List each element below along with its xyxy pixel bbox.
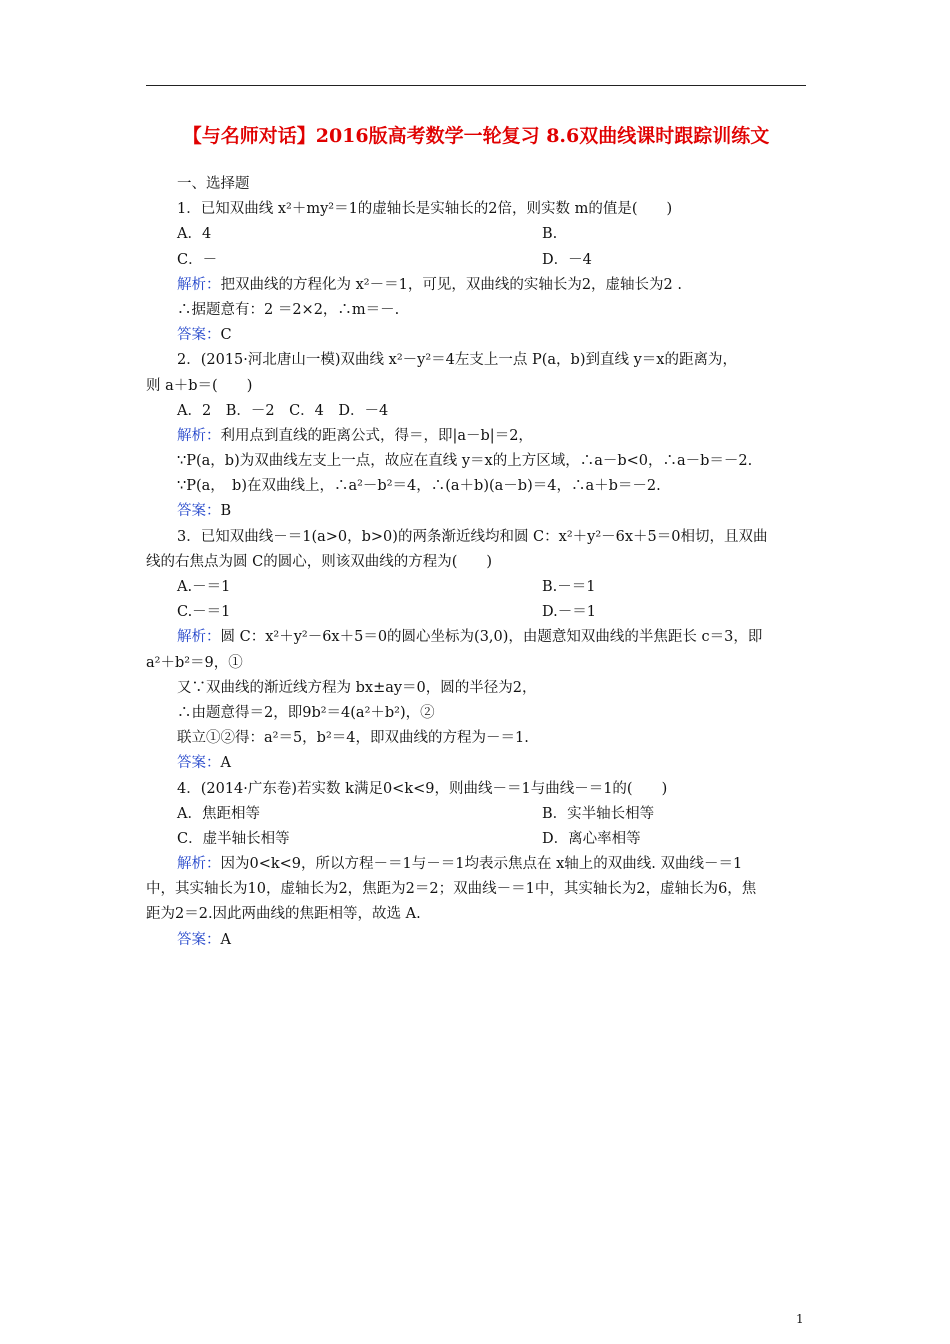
- text-line: 中，其实轴长为10，虚轴长为2，焦距为2＝2；双曲线－＝1中，其实轴长为2，虚轴长为6，焦: [146, 881, 757, 898]
- text-line: 一、选择题: [177, 176, 250, 192]
- option-item: A.－＝1: [177, 579, 231, 595]
- answer-label: 答案：: [177, 755, 221, 772]
- page-number: 1: [796, 1312, 804, 1326]
- option-row: [146, 802, 806, 827]
- text-line: ∴由题意得＝2，即9b²＝4(a²＋b²)，②: [177, 704, 435, 721]
- option-row: [146, 600, 806, 625]
- text-line: 2．(2015·河北唐山一模)双曲线 x²－y²＝4左支上一点 P(a，b)到直线 y＝x的距离为，: [177, 352, 737, 369]
- labeled-line: [146, 273, 806, 298]
- line-text: B: [220, 503, 232, 520]
- option-row: [146, 827, 806, 852]
- option-item: C．－: [177, 251, 218, 268]
- line-text: 把双曲线的方程化为 x²－＝1，可见，双曲线的实轴长为2，虚轴长为2 .: [220, 276, 682, 293]
- line-text: 利用点到直线的距离公式，得＝，即|a－b|＝2，: [220, 427, 533, 444]
- labeled-line: [146, 625, 806, 650]
- labeled-line: [146, 323, 806, 348]
- option-item: C.－＝1: [177, 604, 231, 621]
- labeled-line: [146, 852, 806, 877]
- labeled-line: [146, 499, 806, 524]
- text-line: 3．已知双曲线－＝1(a>0，b>0)的两条渐近线均和圆 C：x²＋y²－6x＋5＝0相切，且双曲: [177, 528, 768, 545]
- line-text: C: [220, 327, 232, 344]
- text-line: 联立①②得：a²＝5，b²＝4，即双曲线的方程为－＝1.: [177, 730, 529, 747]
- answer-label: 答案：: [177, 931, 221, 948]
- answer-label: 解析：: [177, 629, 221, 646]
- answer-label: 答案：: [177, 503, 221, 520]
- answer-label: 解析：: [177, 427, 221, 444]
- text-line: 又∵双曲线的渐近线方程为 bx±ay＝0，圆的半径为2，: [177, 679, 537, 696]
- answer-label: 解析：: [177, 276, 221, 293]
- text-line: ∵P(a， b)在双曲线上，∴a²－b²＝4，∴(a＋b)(a－b)＝4，∴a＋b＝－2.: [177, 478, 661, 495]
- text-line: ∴据题意有：2 ＝2×2，∴m＝－.: [177, 301, 400, 318]
- option-item: B．实半轴长相等: [542, 805, 655, 822]
- text-line: 线的右焦点为圆 C的圆心，则该双曲线的方程为( ): [146, 553, 493, 570]
- text-line: ∵P(a，b)为双曲线左支上一点，故应在直线 y＝x的上方区域，∴a－b<0，∴a－b＝－2.: [177, 453, 753, 470]
- labeled-line: [146, 424, 806, 449]
- line-text: 因为0<k<9，所以方程－＝1与－＝1均表示焦点在 x轴上的双曲线. 双曲线－＝1: [220, 856, 743, 873]
- option-item: A．4: [177, 226, 212, 243]
- document-body: [146, 172, 806, 953]
- answer-label: 答案：: [177, 327, 221, 344]
- option-item: B.－＝1: [542, 579, 596, 595]
- line-text: A: [220, 755, 231, 772]
- option-item: B.: [542, 226, 558, 243]
- option-item: D．－4: [542, 251, 592, 268]
- document-title: 【与名师对话】2016版高考数学一轮复习 8.6双曲线课时跟踪训练文: [182, 125, 770, 147]
- text-line: 1．已知双曲线 x²＋my²＝1的虚轴长是实轴长的2倍，则实数 m的值是( ): [177, 201, 673, 218]
- answer-label: 解析：: [177, 856, 221, 873]
- line-text: 圆 C：x²＋y²－6x＋5＝0的圆心坐标为(3,0)，由题意知双曲线的半焦距长 c＝3，即: [220, 629, 763, 646]
- labeled-line: [146, 928, 806, 953]
- text-line: 距为2＝2.因此两曲线的焦距相等，故选 A.: [146, 906, 421, 923]
- text-line: 则 a＋b＝( ): [146, 377, 253, 394]
- option-row: [146, 222, 806, 247]
- option-item: D.－＝1: [542, 604, 596, 621]
- text-line: a²＋b²＝9，①: [146, 654, 243, 671]
- option-item: A．焦距相等: [177, 805, 260, 822]
- labeled-line: [146, 751, 806, 776]
- option-row: [146, 575, 806, 600]
- text-line: A．2 B．－2 C．4 D．－4: [177, 402, 389, 419]
- header-rule: [146, 85, 806, 86]
- option-row: [146, 248, 806, 273]
- line-text: A: [220, 931, 231, 948]
- option-item: D．离心率相等: [542, 830, 641, 847]
- option-item: C．虚半轴长相等: [177, 830, 290, 847]
- text-line: 4．(2014·广东卷)若实数 k满足0<k<9，则曲线－＝1与曲线－＝1的( ): [177, 780, 668, 797]
